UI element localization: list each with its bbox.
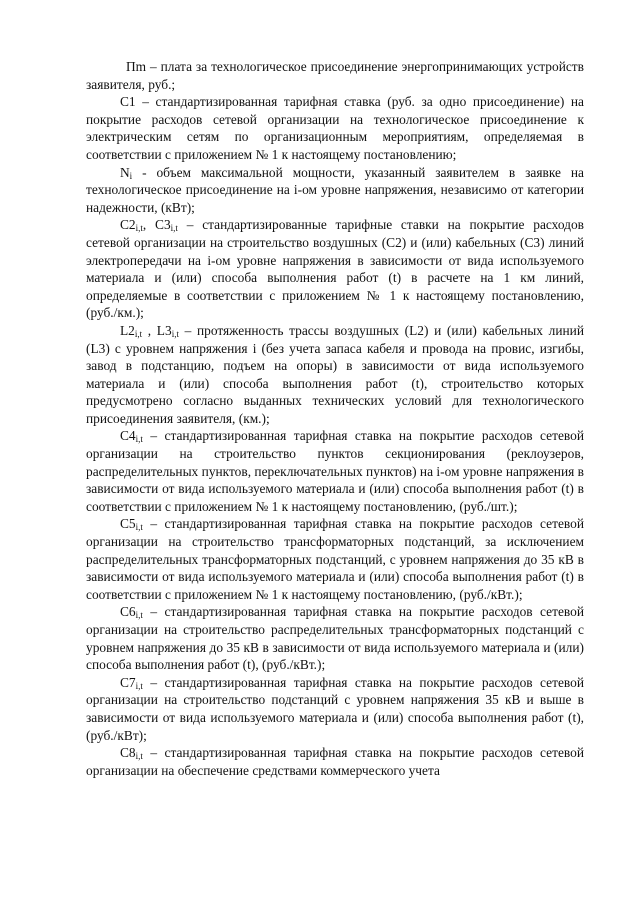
- symbol-c3: , C3: [142, 217, 171, 233]
- paragraph-text: – стандартизированная тарифная ставка на покрытие расходов сетевой организации на строительство подстанций с уровнем напряжения 35 кВ и выше в зависимости от вида используемого материала и (или) способа выполнения работ (t), (руб./кВт);: [86, 674, 584, 743]
- paragraph-text: – плата за технологическое присоединение энергопринимающих устройств заявителя, руб.;: [86, 59, 584, 92]
- subscript: i,t: [134, 328, 143, 339]
- paragraph-c7: [86, 674, 584, 744]
- paragraph-c1: [86, 93, 584, 163]
- symbol-c4: C4: [120, 428, 136, 444]
- symbol-l3: , L3: [142, 322, 172, 338]
- paragraph-ni: [86, 164, 584, 217]
- paragraph-text: – стандартизированная тарифная ставка на покрытие расходов сетевой организации на строительство трансформаторных подстанций, за исключением распределительных трансформаторных подстанций, с уровнем напряжения до 35 кВ в зависимости от вида используемого материала и (или) способа выполнения работ (t) в соответствии с приложением № 1 к настоящему постановлению, (руб./кВт.);: [86, 516, 584, 602]
- subscript: i,t: [135, 223, 143, 234]
- paragraph-c4: [86, 427, 584, 515]
- paragraph-l2-l3: [86, 322, 584, 428]
- paragraph-c2-c3: [86, 216, 584, 322]
- symbol-c6: C6: [120, 604, 136, 620]
- paragraph-text: - объем максимальной мощности, указанный заявителем в заявке на технологическое присоединение на i-ом уровне напряжения, независимо от категории надежности, (кВт);: [86, 164, 584, 215]
- subscript: i,t: [135, 751, 143, 762]
- subscript: i,t: [135, 522, 143, 533]
- subscript: i: [129, 170, 133, 181]
- document-page: [86, 58, 584, 779]
- paragraph-text: – стандартизированная тарифная ставка на покрытие расходов сетевой организации на строительство распределительных трансформаторных подстанций с уровнем напряжения до 35 кВ в зависимости от вида используемого материала и (или) способа выполнения работ (t), (руб./кВт.);: [86, 604, 584, 673]
- paragraph-c6: [86, 603, 584, 673]
- subscript: i,t: [171, 328, 179, 339]
- subscript: i,t: [135, 434, 143, 445]
- symbol-c7: C7: [120, 674, 136, 690]
- paragraph-text: – стандартизированная тарифная ставка (руб. за одно присоединение) на покрытие расходов сетевой организации на технологическое присоединение к электрическим сетям по организационным мероприятиям, определяемая в соответствии с приложением № 1 к настоящему постановлению;: [86, 94, 584, 162]
- symbol-c2: C2: [120, 217, 136, 233]
- paragraph-text: – стандартизированные тарифные ставки на покрытие расходов сетевой организации на строительство воздушных (С2) и (или) кабельных (С3) линий электропередачи на i-ом уровне напряжения в зависимости от вида используемого материала и (или) способа выполнения работ (t) в расчете на 1 км линий, определяемые в соответствии с приложением № 1 к настоящему постановлению, (руб./км.);: [86, 217, 585, 321]
- symbol-c8: C8: [120, 745, 136, 761]
- paragraph-c8: [86, 744, 584, 779]
- symbol-c5: C5: [120, 516, 136, 532]
- paragraph-plata: [86, 58, 584, 93]
- paragraph-c5: [86, 515, 584, 603]
- subscript: i,t: [135, 610, 143, 621]
- subscript: i,t: [135, 680, 143, 691]
- symbol-pm: Пm: [126, 59, 147, 74]
- symbol-n: N: [120, 164, 130, 180]
- symbol-c1: C1: [120, 94, 136, 110]
- paragraph-text: – стандартизированная тарифная ставка на покрытие расходов сетевой организации на строительство пунктов секционирования (реклоузеров, распределительных пунктов, переключательных пунктов) на i-ом уровне напряжения в зависимости от вида используемого материала и (или) способа выполнения работ (t) в соответствии с приложением № 1 к настоящему постановлению, (руб./шт.);: [86, 428, 584, 514]
- subscript: i,t: [170, 223, 178, 234]
- paragraph-text: – протяженность трассы воздушных (L2) и (или) кабельных линий (L3) с уровнем напряжения i (без учета запаса кабеля и провода на провис, изгибы, завод в подстанцию, подъем на опоры) в зависимости от вида используемого материала и (или) способа выполнения работ (t), строительство которых предусмотрено согласно выданных технических условий для технологического присоединения заявителя, (км.);: [86, 322, 584, 426]
- symbol-l2: L2: [120, 322, 135, 338]
- paragraph-text: – стандартизированная тарифная ставка на покрытие расходов сетевой организации на обеспечение средствами коммерческого учета: [86, 745, 584, 778]
